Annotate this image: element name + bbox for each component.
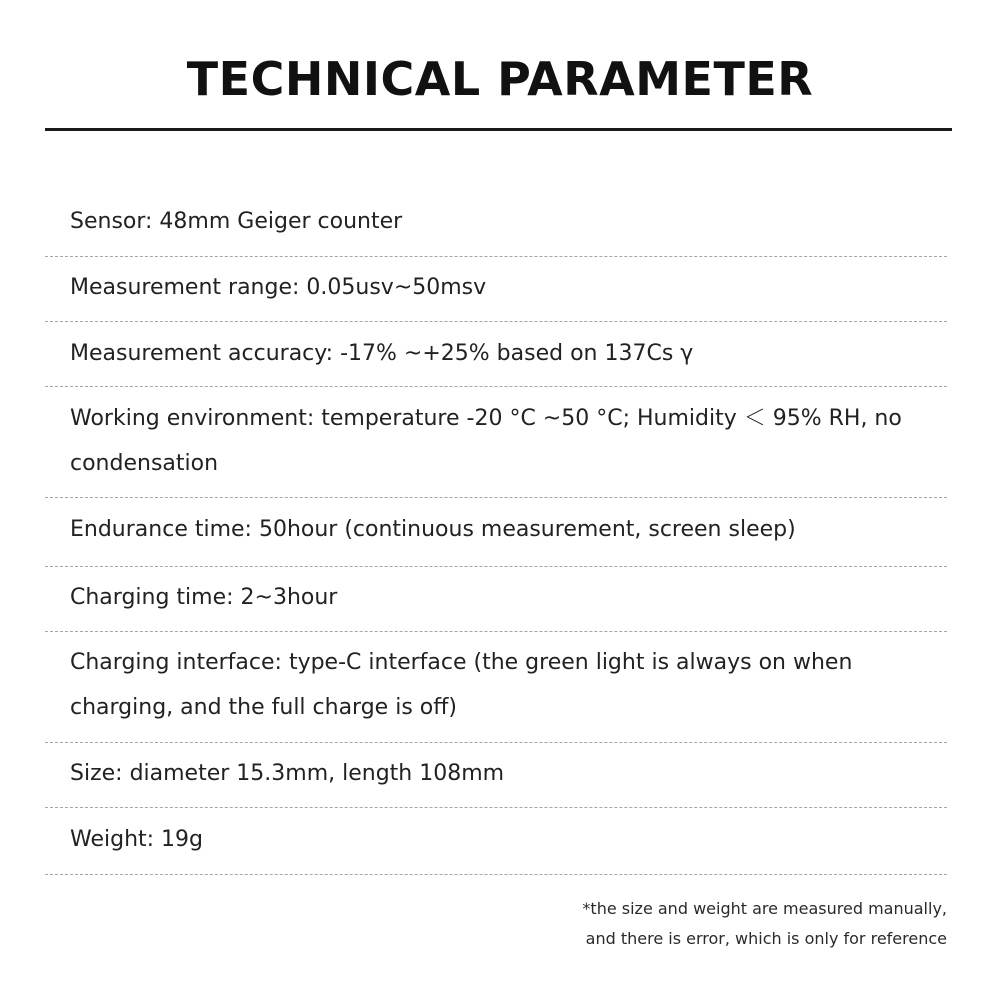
parameter-text: Size: diameter 15.3mm, length 108mm bbox=[70, 761, 505, 786]
parameter-text: Working environment: temperature -20 °C ~50 °C; Humidity ＜ 95% RH, no condensation bbox=[70, 406, 902, 476]
parameter-text: Endurance time: 50hour (continuous measurement, screen sleep) bbox=[70, 517, 796, 542]
title-divider bbox=[45, 128, 952, 131]
parameter-text: Measurement accuracy: -17% ~+25% based on 137Cs γ bbox=[70, 341, 694, 366]
parameter-row-measurement-accuracy bbox=[45, 322, 947, 387]
page-title: TECHNICAL PARAMETER bbox=[186, 52, 814, 106]
footnote bbox=[527, 894, 947, 954]
parameter-row-measurement-range bbox=[45, 257, 947, 322]
parameter-row-charging-time bbox=[45, 567, 947, 632]
parameter-row-sensor bbox=[45, 188, 947, 257]
parameter-row-endurance-time bbox=[45, 498, 947, 567]
footnote-line-1: *the size and weight are measured manually, bbox=[582, 899, 947, 918]
parameter-text: Weight: 19g bbox=[70, 827, 204, 852]
parameter-row-weight bbox=[45, 808, 947, 875]
parameter-text: Charging time: 2~3hour bbox=[70, 585, 338, 610]
footnote-line-2: and there is error, which is only for reference bbox=[585, 929, 947, 948]
parameter-row-size bbox=[45, 743, 947, 808]
parameter-text: Charging interface: type-C interface (the green light is always on when charging, and the full charge is off) bbox=[70, 650, 853, 720]
parameter-row-working-environment bbox=[45, 387, 947, 498]
parameter-text: Sensor: 48mm Geiger counter bbox=[70, 209, 403, 234]
parameter-text: Measurement range: 0.05usv~50msv bbox=[70, 275, 487, 300]
parameter-row-charging-interface bbox=[45, 632, 947, 743]
